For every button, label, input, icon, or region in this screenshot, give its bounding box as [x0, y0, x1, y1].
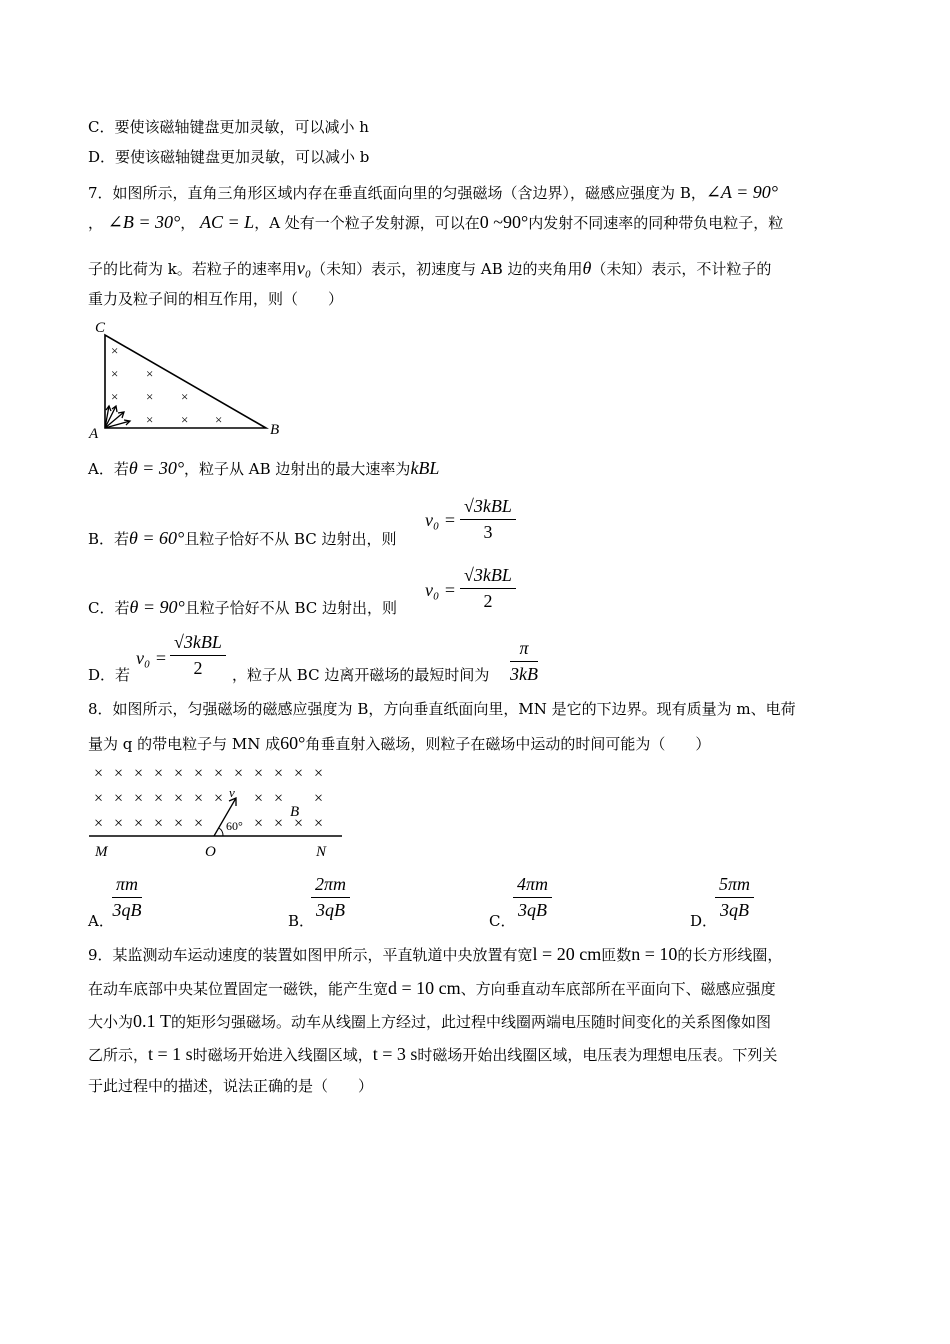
q7-angle-a: ∠A = 90°: [705, 182, 778, 202]
q8-option-a-fraction: [112, 874, 142, 921]
q7-d-v0: v₀ =: [136, 648, 167, 668]
q7-stem-line2: [88, 212, 783, 233]
field-cross: ×: [154, 790, 164, 807]
q9-text4: 在动车底部中央某位置固定一磁铁，能产生宽: [88, 980, 389, 998]
q7-c-fraction: [460, 565, 516, 612]
field-cross: ×: [146, 389, 154, 404]
q8-option-c-label: C．: [489, 912, 516, 930]
field-cross: ×: [314, 765, 324, 782]
q7-triangle-figure: [86, 318, 296, 442]
q7-option-a: [88, 458, 439, 479]
field-cross: ×: [154, 765, 164, 782]
fraction-numerator: π: [510, 638, 538, 662]
field-cross: ×: [114, 815, 124, 832]
field-cross: ×: [274, 790, 284, 807]
q8-angle: 60°: [280, 733, 306, 753]
field-cross: ×: [111, 366, 119, 381]
field-cross: ×: [194, 815, 204, 832]
field-cross: ×: [94, 790, 104, 807]
q7-stem-text2: ，A 处有一个粒子发射源，可以在: [254, 214, 480, 232]
field-cross: ×: [294, 765, 304, 782]
q8-label-m: M: [95, 844, 108, 860]
field-cross: ×: [194, 765, 204, 782]
field-cross: ×: [111, 389, 119, 404]
q7-theta-symbol: θ: [582, 258, 592, 278]
field-cross: ×: [194, 790, 204, 807]
field-cross: ×: [274, 765, 284, 782]
option-label: C．若: [88, 599, 130, 617]
fraction-denominator: 3qB: [720, 900, 750, 920]
fraction-denominator: 3qB: [518, 900, 548, 920]
q9-turns: n = 10: [631, 944, 678, 964]
q7-d-text: ，粒子从 BC 边离开磁场的最短时间为: [232, 666, 490, 684]
option-label: A．若: [88, 460, 129, 478]
q9-text7: 的矩形匀强磁场。动车从线圈上方经过，此过程中线圈两端电压随时间变化的关系图像如图: [171, 1013, 772, 1031]
q8-stem-line1: 8．如图所示，匀强磁场的磁感应强度为 B，方向垂直纸面向里，MN 是它的下边界。现有质量为 m、电荷: [88, 700, 796, 718]
q7-label-c: C: [95, 320, 106, 336]
q8-label-o: O: [205, 844, 216, 860]
q6-option-c: C．要使该磁轴键盘更加灵敏，可以减小 h: [88, 118, 369, 136]
q7-stem-text3: 内发射不同速率的同种带负电粒子，粒: [528, 214, 784, 232]
q7-velocity-arrows: [105, 406, 130, 428]
q7-a-value: kBL: [410, 458, 440, 478]
q7-d-time-fraction: [510, 638, 538, 685]
field-cross: ×: [134, 790, 144, 807]
field-cross: ×: [314, 790, 324, 807]
q8-angle-arc: [219, 828, 223, 836]
q9-text10: 时磁场开始出线圈区域，电压表为理想电压表。下列关: [417, 1046, 778, 1064]
q7-c-theta: θ = 90°: [129, 597, 185, 617]
field-cross: ×: [154, 815, 164, 832]
q7-b-v0: v₀ =: [425, 510, 456, 530]
field-cross: ×: [146, 366, 154, 381]
q7-a-theta: θ = 30°: [128, 458, 185, 478]
q8-label-angle: 60°: [226, 819, 243, 833]
q7-option-b: [88, 528, 397, 549]
field-cross: ×: [214, 790, 224, 807]
q7-b-fraction: [460, 496, 516, 543]
q9-stem-line3: [88, 1011, 771, 1032]
q8-stem-line2: [88, 733, 710, 754]
field-cross: ×: [214, 765, 224, 782]
field-cross: ×: [274, 815, 284, 832]
field-cross: ×: [94, 815, 104, 832]
q8-option-d-label: D．: [690, 912, 718, 930]
q8-option-c-fraction: [513, 874, 552, 921]
q8-option-b-label: B．: [288, 912, 315, 930]
q7-b-text: 且粒子恰好不从 BC 边射出，则: [184, 530, 397, 548]
q7-stem-text1: 7．如图所示，直角三角形区域内存在垂直纸面向里的匀强磁场（含边界），磁感应强度为 B，: [88, 184, 706, 202]
q9-text5: 、方向垂直动车底部所在平面向下、磁感应强度: [460, 980, 776, 998]
fraction-numerator: √3kBL: [460, 496, 516, 520]
field-cross: ×: [254, 790, 264, 807]
q7-comma: ，: [88, 214, 104, 232]
fraction-numerator: √3kBL: [170, 632, 226, 656]
fraction-numerator: 4πm: [513, 874, 552, 898]
q7-d-fraction: [170, 632, 226, 679]
q8-label-n: N: [316, 844, 327, 860]
option-label: B．若: [88, 530, 130, 548]
fraction-numerator: πm: [112, 874, 142, 898]
q9-stem-line2: [88, 978, 776, 999]
q7-a-text: ，粒子从 AB 边射出的最大速率为: [184, 460, 411, 478]
q9-text2: 匝数: [601, 946, 632, 964]
field-cross: ×: [174, 815, 184, 832]
q7-b-theta: θ = 60°: [129, 528, 185, 548]
q8-field-figure: [86, 760, 346, 862]
fraction-numerator: √3kBL: [460, 565, 516, 589]
fraction-denominator: 2: [483, 591, 493, 611]
field-cross: ×: [94, 765, 104, 782]
q7-stem-text4: 子的比荷为 k。若粒子的速率用: [88, 260, 297, 278]
q6-option-d: D．要使该磁轴键盘更加灵敏，可以减小 b: [88, 148, 370, 166]
q9-text3: 的长方形线圈，: [677, 946, 783, 964]
field-cross: ×: [234, 765, 244, 782]
q7-stem-line1: [88, 182, 778, 203]
field-cross: ×: [134, 765, 144, 782]
field-cross: ×: [294, 815, 304, 832]
q8-label-b: B: [290, 804, 300, 820]
q7-range: 0 ~90°: [479, 212, 529, 232]
q7-stem-line3: [88, 258, 771, 279]
q9-stem-line1: [88, 944, 782, 965]
q7-v0-symbol: v₀: [296, 258, 312, 278]
q7-stem-text5: （未知）表示，初速度与 AB 边的夹角用: [311, 260, 583, 278]
q9-text6: 大小为: [88, 1013, 134, 1031]
q9-stem-line4: [88, 1044, 777, 1065]
fraction-denominator: 3qB: [316, 900, 346, 920]
q7-ac-length: AC = L: [200, 212, 255, 232]
q7-c-text: 且粒子恰好不从 BC 边射出，则: [184, 599, 397, 617]
q8-label-v: v: [229, 785, 235, 800]
q8-option-d-fraction: [715, 874, 754, 921]
q9-stem-line5: 于此过程中的描述，说法正确的是（ ）: [88, 1077, 374, 1095]
q8-text1: 量为 q 的带电粒子与 MN 成: [88, 735, 281, 753]
fraction-denominator: 3: [483, 522, 493, 542]
fraction-numerator: 5πm: [715, 874, 754, 898]
q7-sep: ，: [180, 214, 196, 232]
q9-field-strength: 0.1 T: [133, 1011, 172, 1031]
field-cross: ×: [254, 765, 264, 782]
q7-stem-line4: 重力及粒子间的相互作用，则（ ）: [88, 290, 344, 308]
q9-width: l = 20 cm: [532, 944, 602, 964]
q8-option-b-fraction: [311, 874, 350, 921]
q9-time-enter: t = 1 s: [148, 1044, 193, 1064]
q7-angle-b: ∠B = 30°: [107, 212, 181, 232]
fraction-denominator: 3kB: [510, 664, 538, 684]
field-cross: ×: [174, 790, 184, 807]
fraction-denominator: 2: [193, 658, 203, 678]
q9-text8: 乙所示，: [88, 1046, 149, 1064]
q9-time-exit: t = 3 s: [372, 1044, 418, 1064]
field-cross: ×: [254, 815, 264, 832]
q7-field-crosses: [111, 343, 222, 427]
field-cross: ×: [181, 412, 189, 427]
q7-option-d-label: D．若: [88, 666, 131, 684]
fraction-numerator: 2πm: [311, 874, 350, 898]
field-cross: ×: [134, 815, 144, 832]
q8-field-crosses: [94, 765, 323, 832]
field-cross: ×: [314, 815, 324, 832]
field-cross: ×: [181, 389, 189, 404]
field-cross: ×: [215, 412, 223, 427]
field-cross: ×: [174, 765, 184, 782]
q7-stem-text6: （未知）表示，不计粒子的: [591, 260, 772, 278]
q9-field-width: d = 10 cm: [388, 978, 461, 998]
fraction-denominator: 3qB: [112, 900, 142, 920]
q7-c-v0: v₀ =: [425, 580, 456, 600]
q8-option-a-label: A．: [88, 912, 114, 930]
field-cross: ×: [111, 343, 119, 358]
q7-option-c: [88, 597, 397, 618]
field-cross: ×: [146, 412, 154, 427]
q8-text2: 角垂直射入磁场，则粒子在磁场中运动的时间可能为（ ）: [305, 735, 711, 753]
q9-text9: 时磁场开始进入线圈区域，: [192, 1046, 373, 1064]
q7-label-b: B: [270, 422, 280, 438]
field-cross: ×: [114, 790, 124, 807]
q7-label-a: A: [89, 426, 99, 442]
field-cross: ×: [114, 765, 124, 782]
q9-text1: 9．某监测动车运动速度的装置如图甲所示，平直轨道中央放置有宽: [88, 946, 533, 964]
